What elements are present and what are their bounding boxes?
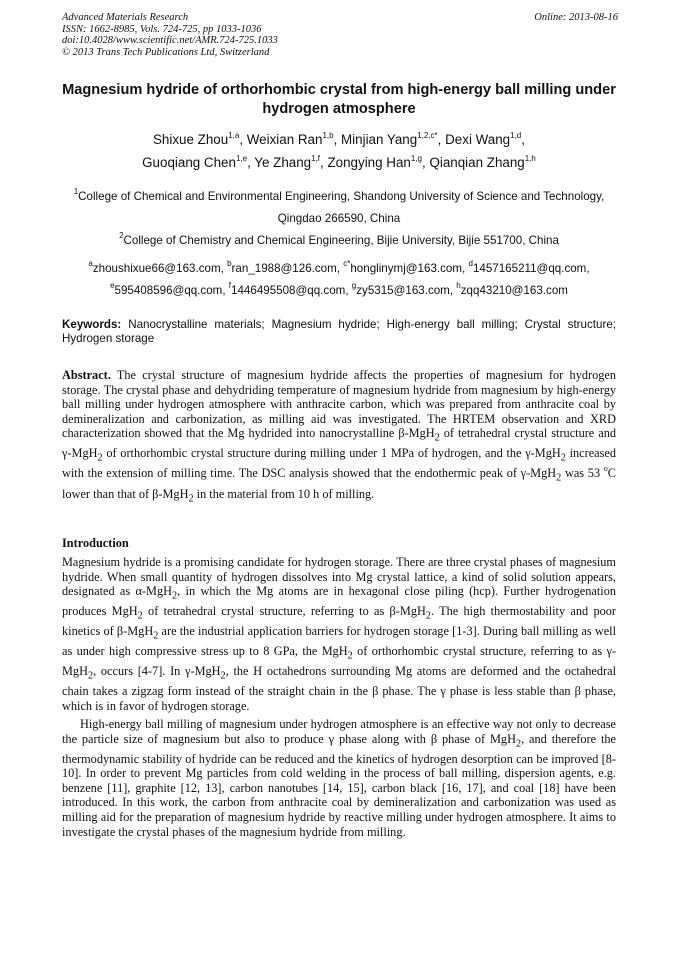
introduction-paragraph-1: Magnesium hydride is a promising candidate for hydrogen storage. There are three crystal phases of magnesium hydride. When small quantity of hydrogen dissolves into Mg crystal lattice, a kind of solid solution appears, designated as α-MgH$_2$, in which the Mg atoms are in hexagonal close piling (hcp). Further hydrogenation produces MgH$_2$ of tetrahedral crystal structure, referring to as β-MgH$_2$. The high thermostability and poor kinetics of β-MgH$_2$ are the industrial application barriers for hydrogen storage [1-3]. During ball milling as well as under high compressive stress up to 8 GPa, the MgH$_2$ of orthorhombic crystal structure, referring to as γ-MgH$_2$, occurs [4-7]. In γ-MgH$_2$, the H octahedrons surrounding Mg atoms are deformed and the octahedral chain takes a zigzag form instead of the straight chain in the β phase. The γ phase is less stable than β phase, which is in favor of hydrogen storage. (62, 555, 617, 714)
email-list (62, 258, 616, 302)
author-list (62, 128, 616, 174)
introduction-paragraph-2: High-energy ball milling of magnesium under hydrogen atmosphere is an effective way not only to decrease the particle size of magnesium but also to produce γ phase along with β phase of MgH$_2$, and therefore the thermodynamic stability of hydride can be reduced and the kinetics of hydrogen desorption can be improved [8-10]. In order to prevent Mg particles from cold welding in the process of ball milling, dispersion agents, e.g. benzene [11], graphite [12, 13], carbon nanotubes [14, 15], carbon black [16, 17], and coal [18] have been introduced. In this work, the carbon from anthracite coal by demineralization and carbonization was used as milling aid for the preparation of magnesium hydride by reactive milling under hydrogen atmosphere. It aims to investigate the crystal phases of the magnesium hydride from milling. (62, 717, 616, 839)
author: Weixian Ran$^{1,b}$, (246, 131, 342, 147)
email-address[interactable]: $^d$1457165211@qq.com (468, 259, 587, 275)
issn-line: ISSN: 1662-8985, Vols. 724-725, pp 1033-1036 (62, 23, 262, 35)
author: Guoqiang Chen$^{1,e}$, (142, 154, 255, 170)
email-address[interactable]: $^a$zhoushixue66@163.com (88, 259, 221, 275)
affiliation-1: $^1$College of Chemical and Environmental Engineering, Shandong University of Science and Technology, Qingdao 266590, China (73, 187, 605, 225)
author: Minjian Yang$^{1,2,c*}$, (341, 131, 446, 147)
author-line-1 (62, 128, 616, 151)
paper-title: Magnesium hydride of orthorhombic crystal from high-energy ball milling under hydrogen atmosphere (62, 82, 616, 117)
copyright-line: © 2013 Trans Tech Publications Ltd, Switzerland (62, 46, 270, 58)
keywords-label: Keywords: (62, 318, 122, 331)
journal-header (62, 12, 618, 58)
online-date: Online: 2013-08-16 (534, 12, 618, 23)
author: Shixue Zhou$^{1,a}$, (153, 131, 247, 147)
author: Qianqian Zhang$^{1,h}$ (429, 154, 536, 170)
keywords-block (62, 318, 616, 346)
doi-line: doi:10.4028/www.scientific.net/AMR.724-725.1033 (62, 35, 278, 46)
author: Dexi Wang$^{1,d}$, (445, 131, 525, 147)
section-heading-introduction: Introduction (62, 536, 129, 550)
email-address[interactable]: $^h$zqq43210@163.com (456, 281, 568, 297)
email-address[interactable]: $^b$ran_1988@126.com (227, 259, 337, 275)
keywords-text: Nanocrystalline materials; Magnesium hydride; High-energy ball milling; Crystal structure; Hydrogen storage (62, 318, 616, 345)
journal-name: Advanced Materials Research (62, 12, 189, 23)
author-line-2 (62, 151, 616, 174)
email-address[interactable]: $^g$zy5315@163.com (351, 281, 450, 297)
abstract-block (62, 368, 616, 507)
abstract-text: Abstract. The crystal structure of magnesium hydride affects the properties of magnesium for hydrogen storage. The crystal phase and dehydriding temperature of magnesium hydride from magnesium by high-energy ball milling under hydrogen atmosphere with anthracite carbon, which was prepared from anthracite coal by demineralization and carbonization, as milling aid was investigated. The HRTEM observation and XRD characterization showed that the Mg hydrided into nanocrystalline β-MgH$_2$ of tetrahedral crystal structure and γ-MgH$_2$ of orthorhombic crystal structure during milling under 1 MPa of hydrogen, and the γ-MgH$_2$ increased with the extension of milling time. The DSC analysis showed that the endothermic peak of γ-MgH$_2$ was 53 $^o$C lower than that of β-MgH$_2$ in the material from 10 h of milling. (62, 368, 617, 504)
email-line-2: $^e$595408596@qq.com, $^f$1446495508@qq.com, $^g$zy5315@163.com, $^h$zqq43210@163.com (110, 281, 568, 297)
author: Zongying Han$^{1,g}$, (327, 154, 430, 170)
email-address[interactable]: $^e$595408596@qq.com (110, 281, 223, 297)
email-line-1: $^a$zhoushixue66@163.com, $^b$ran_1988@126.com, $^{c*}$honglinymj@163.com, $^d$1457165211@qq.com, (88, 259, 590, 275)
abstract-label: Abstract. (62, 368, 111, 382)
email-address[interactable]: $^{c*}$honglinymj@163.com (343, 259, 463, 275)
author: Ye Zhang$^{1,f}$, (254, 154, 328, 170)
email-address[interactable]: $^f$1446495508@qq.com (228, 281, 346, 297)
affiliation-2: $^2$College of Chemistry and Chemical Engineering, Bijie University, Bijie 551700, China (119, 231, 559, 247)
